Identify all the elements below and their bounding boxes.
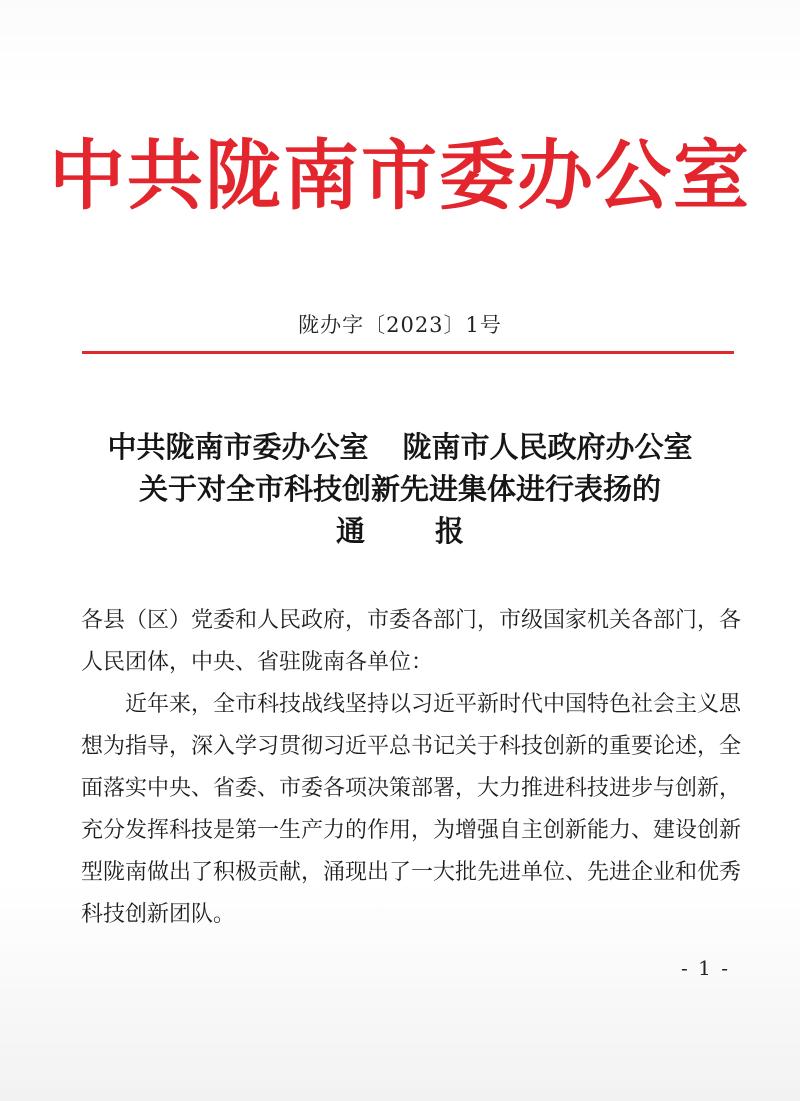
notice-title	[0, 426, 800, 552]
notice-title-line-3: 通 报	[335, 514, 495, 548]
page-number: - 1 -	[681, 956, 730, 980]
notice-title-line-2: 关于对全市科技创新先进集体进行表扬的	[138, 472, 661, 506]
document-number: 陇办字〔2023〕1号	[298, 313, 502, 337]
red-separator-line	[82, 351, 734, 354]
notice-title-issuer-2: 陇南市人民政府办公室	[402, 430, 693, 464]
body-paragraph-1: 近年来，全市科技战线坚持以习近平新时代中国特色社会主义思想为指导，深入学习贯彻习近平总书记关于科技创新的重要论述，全面落实中央、省委、市委各项决策部署，大力推进科技进步与创新，充分发挥科技是第一生产力的作用，为增强自主创新能力、建设创新型陇南做出了积极贡献，涌现出了一大批先进单位、先进企业和优秀科技创新团队。	[81, 692, 742, 927]
addressee-paragraph: 各县（区）党委和人民政府，市委各部门，市级国家机关各部门，各人民团体，中央、省驻陇南各单位：	[81, 608, 742, 675]
document-body	[81, 600, 741, 936]
issuer-header-title: 中共陇南市委办公室	[49, 131, 751, 220]
notice-title-issuer-1: 中共陇南市委办公室	[107, 430, 369, 464]
notice-title-line-1	[0, 426, 800, 468]
